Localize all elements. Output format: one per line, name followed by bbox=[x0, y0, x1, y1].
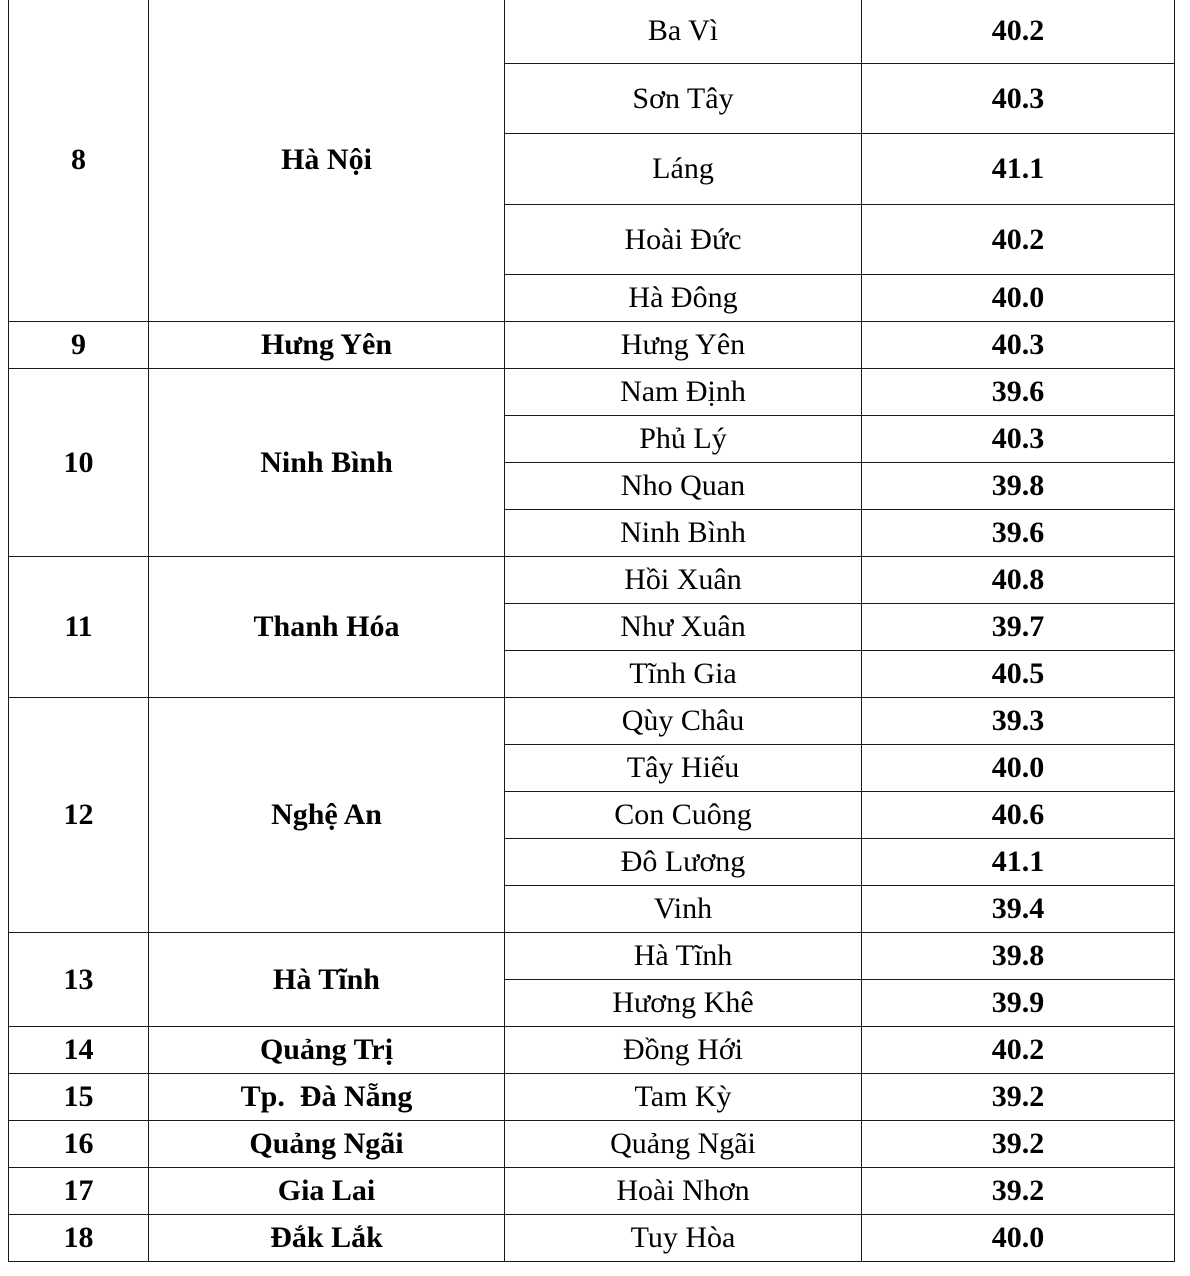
station-name: Hà Tĩnh bbox=[505, 933, 862, 980]
row-number: 9 bbox=[9, 322, 149, 369]
temperature-value: 39.9 bbox=[862, 980, 1175, 1027]
temperature-value: 41.1 bbox=[862, 839, 1175, 886]
station-name: Vinh bbox=[505, 886, 862, 933]
station-name: Tam Kỳ bbox=[505, 1074, 862, 1121]
station-name: Hoài Đức bbox=[505, 205, 862, 275]
province-name: Quảng Ngãi bbox=[149, 1121, 505, 1168]
table-row bbox=[9, 698, 1175, 745]
temperature-value: 39.2 bbox=[862, 1074, 1175, 1121]
temperature-value: 39.6 bbox=[862, 369, 1175, 416]
province-name: Đắk Lắk bbox=[149, 1215, 505, 1262]
temperature-value: 40.6 bbox=[862, 792, 1175, 839]
station-name: Hồi Xuân bbox=[505, 557, 862, 604]
temperature-value: 40.2 bbox=[862, 205, 1175, 275]
station-name: Ninh Bình bbox=[505, 510, 862, 557]
station-name: Láng bbox=[505, 134, 862, 205]
station-name: Tĩnh Gia bbox=[505, 651, 862, 698]
table-row bbox=[9, 557, 1175, 604]
temperature-value: 40.5 bbox=[862, 651, 1175, 698]
table-row bbox=[9, 1121, 1175, 1168]
station-name: Con Cuông bbox=[505, 792, 862, 839]
station-name: Tuy Hòa bbox=[505, 1215, 862, 1262]
province-name: Gia Lai bbox=[149, 1168, 505, 1215]
province-name: Ninh Bình bbox=[149, 369, 505, 557]
province-name: Thanh Hóa bbox=[149, 557, 505, 698]
table-row bbox=[9, 369, 1175, 416]
table-row bbox=[9, 322, 1175, 369]
station-name: Nam Định bbox=[505, 369, 862, 416]
temperature-value: 40.2 bbox=[862, 0, 1175, 64]
row-number: 11 bbox=[9, 557, 149, 698]
row-number: 12 bbox=[9, 698, 149, 933]
temperature-value: 39.8 bbox=[862, 933, 1175, 980]
station-name: Ba Vì bbox=[505, 0, 862, 64]
row-number: 17 bbox=[9, 1168, 149, 1215]
row-number: 10 bbox=[9, 369, 149, 557]
temperature-value: 41.1 bbox=[862, 134, 1175, 205]
temperature-value: 39.2 bbox=[862, 1168, 1175, 1215]
table-row bbox=[9, 1027, 1175, 1074]
station-name: Như Xuân bbox=[505, 604, 862, 651]
row-number: 13 bbox=[9, 933, 149, 1027]
station-name: Tây Hiếu bbox=[505, 745, 862, 792]
temperature-value: 40.8 bbox=[862, 557, 1175, 604]
table-row bbox=[9, 0, 1175, 64]
station-name: Hưng Yên bbox=[505, 322, 862, 369]
province-name: Hà Nội bbox=[149, 0, 505, 322]
table-row bbox=[9, 1074, 1175, 1121]
station-name: Đồng Hới bbox=[505, 1027, 862, 1074]
temperature-value: 39.8 bbox=[862, 463, 1175, 510]
temperature-value: 39.4 bbox=[862, 886, 1175, 933]
temperature-table-body bbox=[9, 0, 1175, 1262]
temperature-value: 39.6 bbox=[862, 510, 1175, 557]
station-name: Hương Khê bbox=[505, 980, 862, 1027]
temperature-value: 40.3 bbox=[862, 416, 1175, 463]
province-name: Hà Tĩnh bbox=[149, 933, 505, 1027]
row-number: 16 bbox=[9, 1121, 149, 1168]
table-row bbox=[9, 1168, 1175, 1215]
temperature-value: 40.3 bbox=[862, 64, 1175, 134]
temperature-value: 39.3 bbox=[862, 698, 1175, 745]
temperature-value: 40.0 bbox=[862, 275, 1175, 322]
temperature-value: 39.7 bbox=[862, 604, 1175, 651]
table-row bbox=[9, 1215, 1175, 1262]
province-name: Nghệ An bbox=[149, 698, 505, 933]
temperature-table bbox=[8, 0, 1175, 1262]
table-row bbox=[9, 933, 1175, 980]
temperature-value: 39.2 bbox=[862, 1121, 1175, 1168]
temperature-value: 40.0 bbox=[862, 1215, 1175, 1262]
province-name: Hưng Yên bbox=[149, 322, 505, 369]
temperature-value: 40.2 bbox=[862, 1027, 1175, 1074]
row-number: 14 bbox=[9, 1027, 149, 1074]
row-number: 18 bbox=[9, 1215, 149, 1262]
station-name: Hà Đông bbox=[505, 275, 862, 322]
row-number: 15 bbox=[9, 1074, 149, 1121]
station-name: Quảng Ngãi bbox=[505, 1121, 862, 1168]
row-number: 8 bbox=[9, 0, 149, 322]
temperature-value: 40.0 bbox=[862, 745, 1175, 792]
station-name: Hoài Nhơn bbox=[505, 1168, 862, 1215]
station-name: Nho Quan bbox=[505, 463, 862, 510]
temperature-value: 40.3 bbox=[862, 322, 1175, 369]
station-name: Đô Lương bbox=[505, 839, 862, 886]
station-name: Sơn Tây bbox=[505, 64, 862, 134]
station-name: Qùy Châu bbox=[505, 698, 862, 745]
province-name: Tp. Đà Nẵng bbox=[149, 1074, 505, 1121]
station-name: Phủ Lý bbox=[505, 416, 862, 463]
province-name: Quảng Trị bbox=[149, 1027, 505, 1074]
